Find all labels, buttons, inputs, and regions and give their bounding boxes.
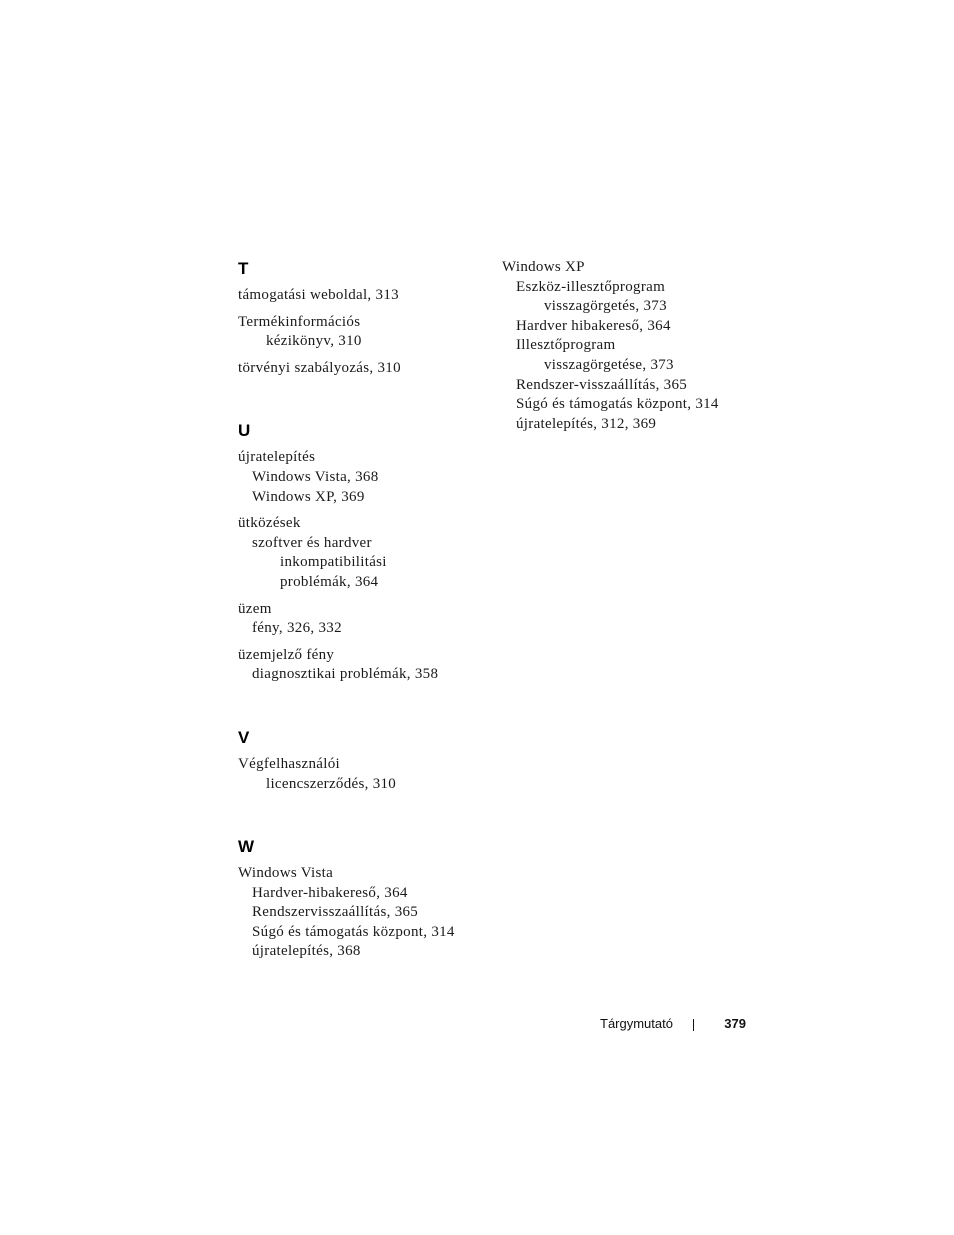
entry-sub: újratelepítés, 368 (252, 943, 361, 960)
index-entry (238, 514, 488, 592)
entry-sub: újratelepítés, 312, 369 (516, 415, 657, 432)
entry-sub-continuation: visszagörgetés, 373 (544, 298, 667, 315)
index-entry (238, 313, 488, 352)
entry-sub: Rendszervisszaállítás, 365 (252, 904, 419, 921)
entry-sub-continuation: visszagörgetése, 373 (544, 356, 674, 373)
entry-sub: Rendszer-visszaállítás, 365 (516, 376, 688, 393)
entry-main: Végfelhasználói (238, 755, 340, 772)
index-entry (238, 864, 488, 962)
entry-main: ütközések (238, 515, 301, 532)
entry-sub: Windows Vista, 368 (252, 468, 379, 485)
index-column-left (238, 258, 488, 969)
section-letter-u: U (238, 421, 251, 441)
entry-sub-continuation: inkompatibilitási (280, 554, 387, 571)
entry-main: Termékinformációs (238, 313, 361, 330)
entry-main: üzem (238, 600, 272, 617)
entry-sub: Illesztőprogram (516, 337, 616, 354)
entry-main: újratelepítés (238, 449, 316, 466)
entry-sub: Windows XP, 369 (252, 488, 365, 505)
index-entry (238, 646, 488, 685)
index-entry (238, 600, 488, 639)
entry-sub: Eszköz-illesztőprogram (516, 278, 666, 295)
entry-main: Windows Vista (238, 865, 334, 882)
entry-sub: szoftver és hardver (252, 534, 372, 551)
entry-continuation: licencszerződés, 310 (266, 775, 397, 792)
entry-sub: Hardver-hibakereső, 364 (252, 884, 408, 901)
index-entry (238, 755, 488, 794)
page-number: 379 (724, 1016, 746, 1031)
entry-sub: Hardver hibakereső, 364 (516, 317, 671, 334)
page-footer (560, 1016, 746, 1034)
section-letter-t: T (238, 259, 249, 278)
entry-sub: Súgó és támogatás központ, 314 (516, 396, 719, 413)
entry-main: törvényi szabályozás, 310 (238, 359, 401, 376)
entry-sub: fény, 326, 332 (252, 620, 342, 637)
entry-sub-continuation: problémák, 364 (280, 573, 379, 590)
section-letter-v: V (238, 727, 250, 747)
footer-section-label: Tárgymutató (600, 1016, 673, 1031)
entry-continuation: kézikönyv, 310 (266, 333, 362, 350)
index-entry (238, 286, 488, 306)
index-entry (502, 258, 762, 434)
index-entry (238, 448, 488, 507)
entry-main: üzemjelző fény (238, 646, 335, 663)
entry-main: támogatási weboldal, 313 (238, 287, 399, 303)
entry-sub: Súgó és támogatás központ, 314 (252, 923, 455, 940)
index-column-right (502, 258, 762, 441)
index-entry (238, 359, 488, 379)
entry-main: Windows XP (502, 259, 585, 275)
footer-divider (693, 1019, 694, 1031)
section-letter-w: W (238, 837, 255, 857)
entry-sub: diagnosztikai problémák, 358 (252, 666, 439, 683)
